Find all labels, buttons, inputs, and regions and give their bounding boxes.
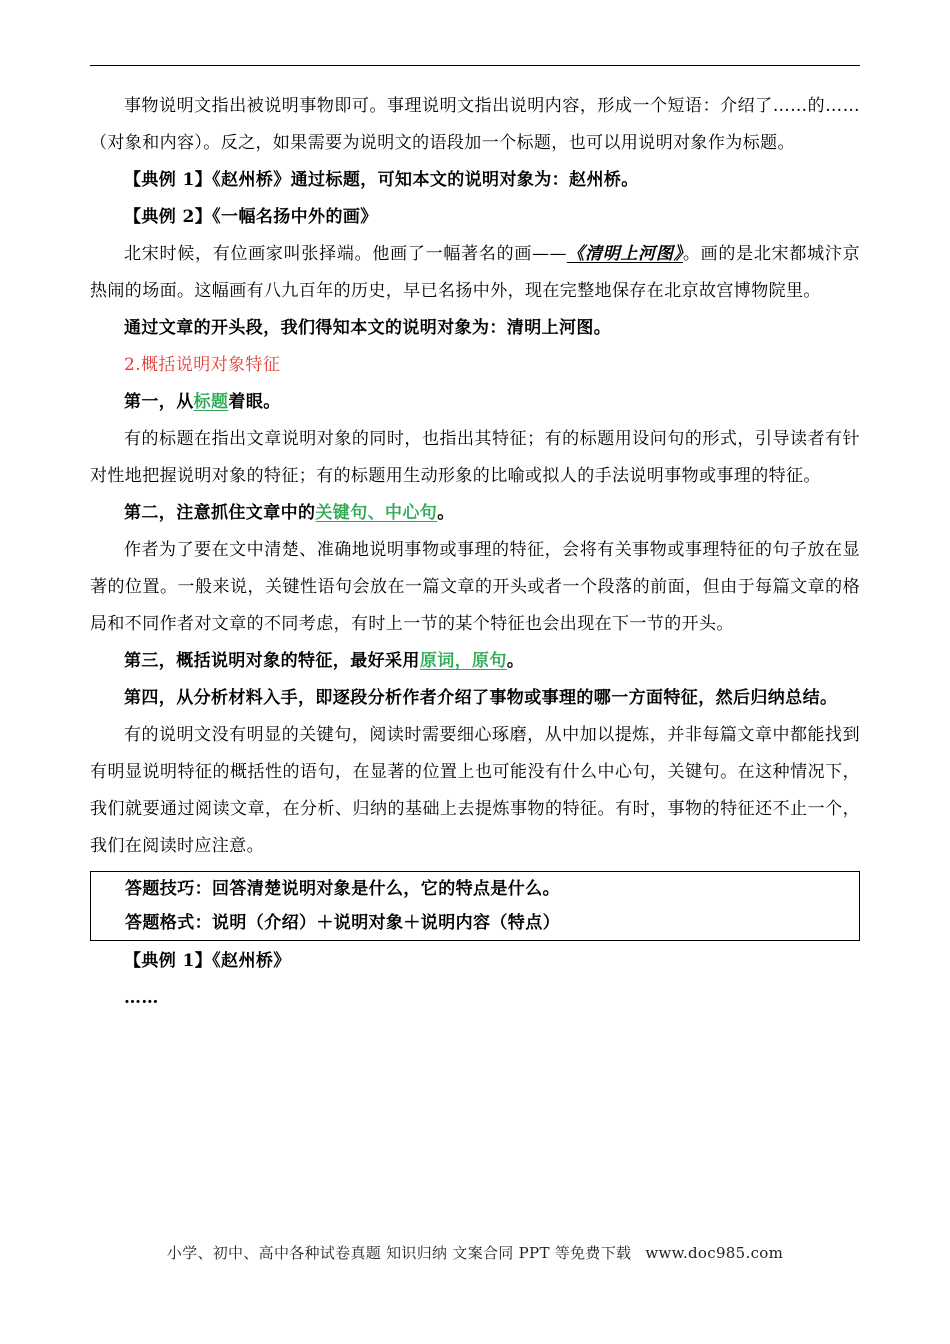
continuation-ellipsis: ……	[124, 988, 159, 1008]
example-2-conclusion: 通过文章的开头段，我们得知本文的说明对象为：清明上河图。	[124, 318, 612, 338]
point-3-heading	[90, 643, 860, 680]
point-3-keyword: 原词，原句	[419, 651, 507, 671]
intro-paragraph: 事物说明文指出被说明事物即可。事理说明文指出说明内容，形成一个短语：介绍了……的……（对象和内容）。反之，如果需要为说明文的语段加一个标题，也可以用说明对象作为标题。	[90, 96, 860, 153]
point-1-keyword: 标题	[193, 392, 229, 412]
point-2-suffix: 。	[437, 503, 455, 523]
point-2-keyword: 关键句、中心句	[315, 503, 438, 523]
example-2-passage	[90, 236, 860, 310]
example-2-text-before: 北宋时候，有位画家叫张择端。他画了一幅著名的画——	[124, 244, 567, 264]
example-1-line: 【典例 1】《赵州桥》通过标题，可知本文的说明对象为：赵州桥。	[124, 170, 639, 190]
section-heading: 2.概括说明对象特征	[124, 355, 281, 375]
point-1-prefix: 第一，从	[124, 392, 194, 412]
point-4-heading: 第四，从分析材料入手，即逐段分析作者介绍了事物或事理的哪一方面特征，然后归纳总结。	[124, 688, 838, 708]
footer-text: 小学、初中、高中各种试卷真题 知识归纳 文案合同 PPT 等免费下载	[166, 1244, 632, 1262]
document-body	[90, 88, 860, 1017]
example-2-text-after: 。画的是北宋都城汴京热闹的场面。这幅画有八九百年的历史，早已名扬中外，现在完整地保存在北京故宫博物院里。	[90, 244, 861, 301]
point-2-prefix: 第二，注意抓住文章中的	[124, 503, 316, 523]
painting-title-link[interactable]: 《清明上河图》	[566, 244, 683, 264]
example-2-title: 【典例 2】《一幅名扬中外的画》	[124, 207, 378, 227]
header-rule	[90, 65, 860, 66]
page-footer	[0, 1242, 950, 1263]
point-1-heading	[90, 384, 860, 421]
point-2-paragraph: 作者为了要在文中清楚、准确地说明事物或事理的特征，会将有关事物或事理特征的句子放在显著的位置。一般来说，关键性语句会放在一篇文章的开头或者一个段落的前面，但由于每篇文章的格局和不同作者对文章的不同考虑，有时上一节的某个特征也会出现在下一节的开头。	[90, 540, 860, 634]
example-last-title: 【典例 1】《赵州桥》	[124, 951, 291, 971]
footer-url-link[interactable]: www.doc985.com	[645, 1244, 784, 1262]
point-3-suffix: 。	[506, 651, 525, 671]
point-1-paragraph: 有的标题在指出文章说明对象的同时，也指出其特征；有的标题用设问句的形式，引导读者有针对性地把握说明对象的特征；有的标题用生动形象的比喻或拟人的手法说明事物或事理的特征。	[90, 429, 860, 486]
point-4-paragraph: 有的说明文没有明显的关键句，阅读时需要细心琢磨，从中加以提炼，并非每篇文章中都能找到有明显说明特征的概括性的语句，在显著的位置上也可能没有什么中心句，关键句。在这种情况下，我们就要通过阅读文章，在分析、归纳的基础上去提炼事物的特征。有时，事物的特征还不止一个，我们在阅读时应注意。	[90, 725, 860, 856]
point-2-heading	[90, 495, 860, 532]
answer-skill-line: 答题技巧：回答清楚说明对象是什么，它的特点是什么。	[125, 879, 560, 899]
point-3-prefix: 第三，概括说明对象的特征，最好采用	[124, 651, 420, 671]
point-1-suffix: 着眼。	[228, 392, 281, 412]
answer-tip-box	[90, 871, 860, 941]
answer-format-line: 答题格式：说明（介绍）＋说明对象＋说明内容（特点）	[125, 913, 560, 933]
